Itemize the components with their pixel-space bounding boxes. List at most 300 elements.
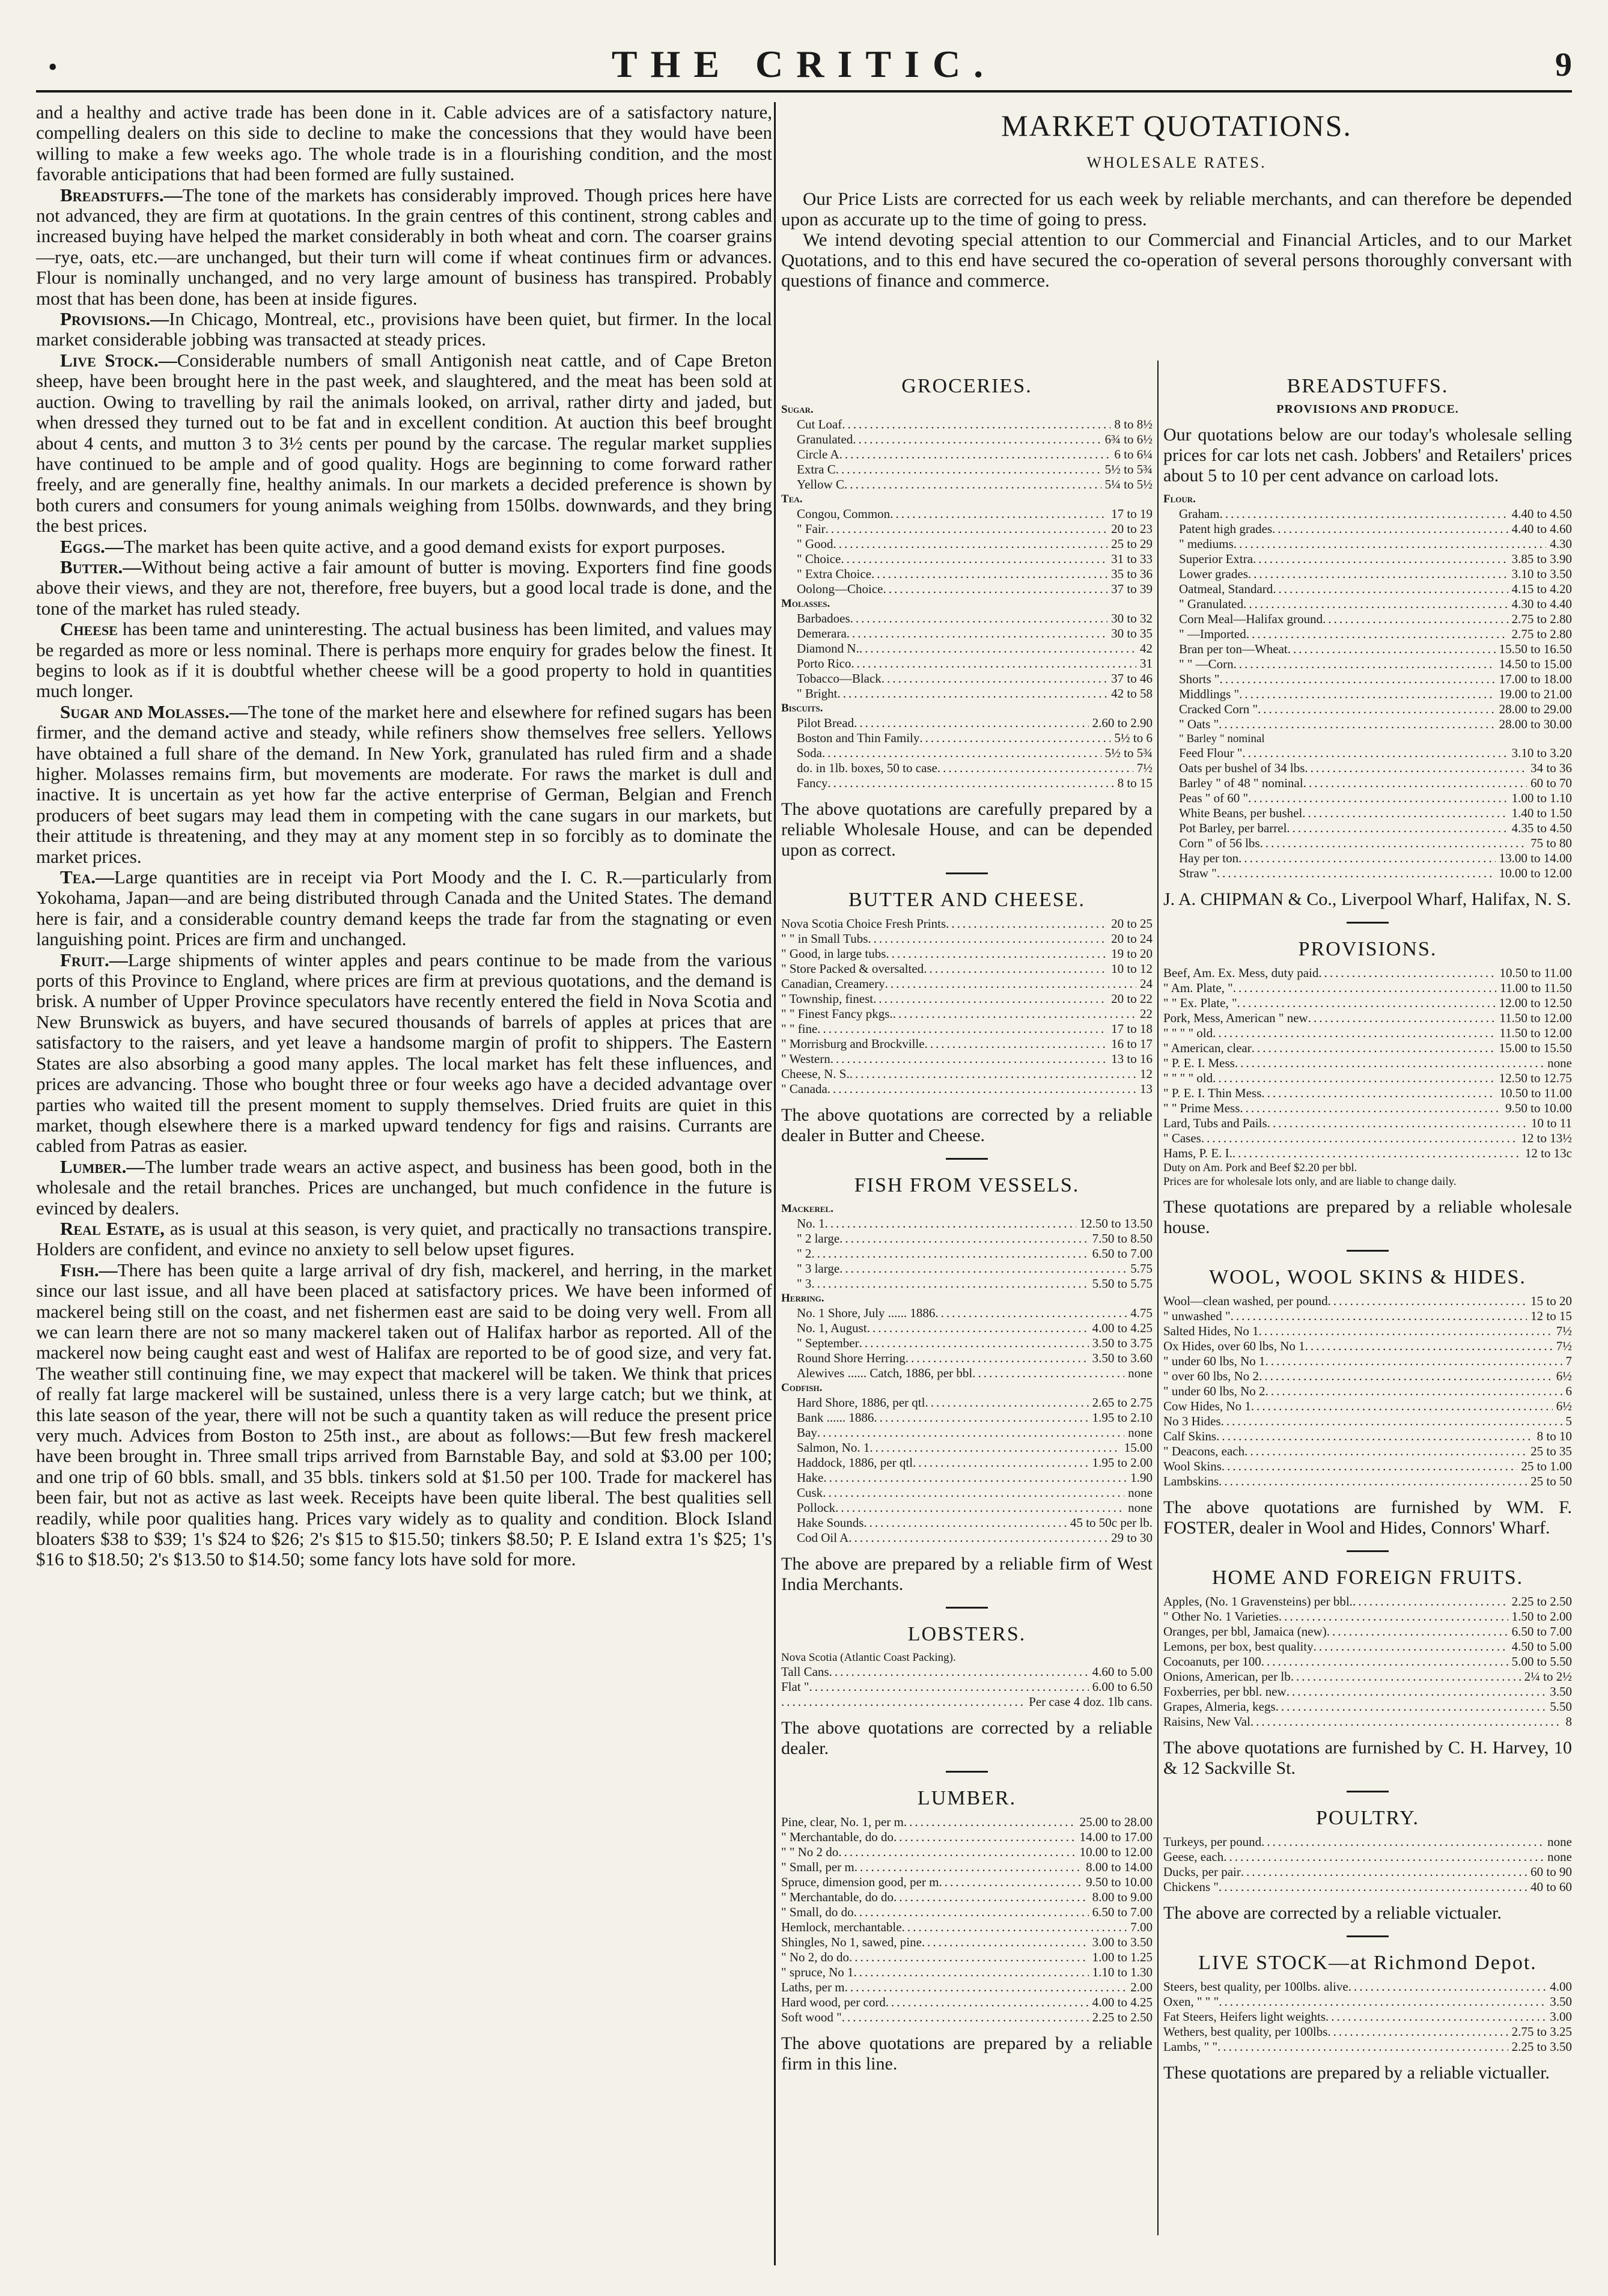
leader-dots xyxy=(830,1052,1107,1067)
item-price: 6.50 to 7.00 xyxy=(1092,1905,1153,1919)
price-row xyxy=(1163,687,1572,702)
paragraph-heading: Butter.— xyxy=(60,556,142,577)
item-name: Turkeys, per pound xyxy=(1163,1835,1262,1849)
item-price: 7.50 to 8.50 xyxy=(1092,1231,1153,1246)
item-name: " spruce, No 1 xyxy=(781,1965,854,1979)
leader-dots xyxy=(838,686,1108,701)
item-name: Calf Skins xyxy=(1163,1429,1217,1443)
item-name: Ox Hides, over 60 lbs, No 1 xyxy=(1163,1339,1305,1353)
price-row xyxy=(1163,522,1572,537)
quotations-subcolumn-left xyxy=(781,367,1153,2163)
leader-dots xyxy=(1232,1146,1521,1161)
paragraph-heading: Fish.— xyxy=(60,1259,118,1280)
price-row xyxy=(781,567,1153,582)
report-paragraph xyxy=(36,102,772,185)
leader-dots xyxy=(827,776,1113,791)
price-row xyxy=(1163,2009,1572,2024)
item-name: Shorts " xyxy=(1179,672,1220,686)
price-row xyxy=(1163,1459,1572,1474)
price-row xyxy=(781,1515,1153,1530)
price-row xyxy=(1163,1056,1572,1071)
section-note xyxy=(781,1718,1153,1759)
price-row xyxy=(1163,1041,1572,1056)
price-row xyxy=(781,641,1153,656)
item-name: " under 60 lbs, No 1 xyxy=(1163,1354,1265,1368)
paragraph-text: Large shipments of winter apples and pears continue to be made from the various ports of this Province to England, where prices are firm at previous quotations, and the demand is brisk. A number of Upper Province speculators have recently entered the field in Nova Scotia and New Brunswick as buyers, and have secured thousands of barrels of apples at prices that are satisfactory to the raisers, and yet leave a handsome margin of profit to shippers. The Eastern States are also absorbing a good many apples. The local market has felt these influences, and prices are advancing. Those who bought three or four weeks ago have a decided advantage over parties who waited till the present moment to supply themselves. Dried fruits are quiet in this market, though elsewhere there is a marked upward tendency for figs and raisins. Currants are cabled from Patras as easier. xyxy=(36,949,772,1157)
item-name: Fancy xyxy=(797,776,828,790)
item-price: 8.00 to 14.00 xyxy=(1086,1860,1153,1874)
price-row xyxy=(781,1679,1153,1695)
item-price: 8 xyxy=(1565,1714,1572,1729)
item-name: Raisins, New Val xyxy=(1163,1714,1250,1729)
note-text: The above are prepared by a reliable firm of West India Merchants. xyxy=(781,1554,1153,1594)
newspaper-title: THE CRITIC. xyxy=(611,43,997,85)
intro-paragraph: We intend devoting special attention to our Commercial and Financial Articles, and to our Market Quotations, and to this end have secured the co-operation of several persons thoroughly conversant with questions of finance and commerce. xyxy=(781,229,1572,291)
price-row xyxy=(1163,672,1572,687)
item-price: 4.60 to 5.00 xyxy=(1092,1664,1153,1679)
price-row xyxy=(1163,1011,1572,1026)
item-price: 17 to 18 xyxy=(1111,1022,1153,1036)
price-row xyxy=(1163,746,1572,761)
section-divider xyxy=(1347,922,1389,924)
leader-dots xyxy=(836,462,1101,477)
item-name: Steers, best quality, per 100lbs. alive xyxy=(1163,1979,1348,1994)
leader-dots xyxy=(873,991,1107,1006)
leader-dots xyxy=(1238,851,1496,866)
item-name: " " Prime Mess xyxy=(1163,1101,1240,1115)
leader-dots xyxy=(838,1845,1076,1860)
leader-dots xyxy=(1318,966,1496,981)
price-row xyxy=(781,1336,1153,1351)
price-group-label: Molasses. xyxy=(781,597,830,610)
paragraph-heading: Sugar and Molasses.— xyxy=(60,701,248,722)
item-price: 2.75 to 2.80 xyxy=(1511,627,1572,641)
note-text: The above quotations are corrected by a reliable dealer in Butter and Cheese. xyxy=(781,1105,1153,1145)
item-name: Feed Flour " xyxy=(1179,746,1243,760)
item-name: Salted Hides, No 1 xyxy=(1163,1324,1259,1338)
item-name: " Extra Choice xyxy=(797,567,872,581)
item-name: Cow Hides, No 1 xyxy=(1163,1399,1251,1413)
item-name: Peas " of 60 " xyxy=(1179,791,1249,805)
item-price: 60 to 90 xyxy=(1530,1865,1572,1879)
item-name: Boston and Thin Family xyxy=(797,731,920,745)
price-row xyxy=(1163,597,1572,612)
price-row xyxy=(781,1845,1153,1860)
item-name: Bran per ton—Wheat xyxy=(1179,642,1288,656)
section-title: POULTRY. xyxy=(1316,1807,1419,1829)
item-price: 28.00 to 29.00 xyxy=(1499,702,1572,716)
price-row xyxy=(1163,1994,1572,2009)
item-name: " " in Small Tubs xyxy=(781,931,868,946)
item-price: 35 to 36 xyxy=(1111,567,1153,581)
leader-dots xyxy=(854,1905,1089,1920)
item-price: 7½ xyxy=(1136,761,1153,775)
item-price: 3.50 xyxy=(1550,1994,1572,2009)
item-name: Pine, clear, No. 1, per m xyxy=(781,1815,904,1829)
section-title: LOBSTERS. xyxy=(907,1623,1026,1645)
leader-dots xyxy=(922,1935,1089,1950)
item-name: " 3 xyxy=(797,1276,812,1291)
item-name: Superior Extra xyxy=(1179,552,1253,566)
price-group-label: Sugar. xyxy=(781,403,814,416)
item-price: 42 to 58 xyxy=(1111,686,1153,701)
leader-dots xyxy=(1240,1101,1502,1116)
item-price: 15.50 to 16.50 xyxy=(1499,642,1572,656)
leader-dots xyxy=(1253,552,1508,567)
report-paragraph xyxy=(36,867,772,950)
item-price: 10 to 11 xyxy=(1530,1116,1572,1130)
item-price: 2.65 to 2.75 xyxy=(1092,1395,1153,1410)
section-divider xyxy=(946,1771,988,1773)
section-title: FISH FROM VESSELS. xyxy=(854,1174,1080,1196)
item-name: Shingles, No 1, sawed, pine xyxy=(781,1935,922,1949)
price-group-label: Tea. xyxy=(781,493,803,505)
item-price: 2.75 to 2.80 xyxy=(1511,612,1572,626)
item-name: Soft wood " xyxy=(781,2010,842,2024)
leader-dots xyxy=(825,1216,1076,1231)
price-row xyxy=(1163,1294,1572,1309)
leader-dots xyxy=(1259,1369,1553,1384)
leader-dots xyxy=(925,1037,1108,1052)
leader-dots xyxy=(1219,717,1496,732)
report-paragraph xyxy=(36,537,772,557)
item-name: " Township, finest xyxy=(781,991,874,1006)
leader-dots xyxy=(937,761,1133,776)
item-price: 2.60 to 2.90 xyxy=(1092,716,1153,730)
item-price: 42 xyxy=(1140,641,1153,656)
item-name: " Merchantable, do do xyxy=(781,1890,894,1904)
price-row xyxy=(1163,1429,1572,1444)
section-note xyxy=(1163,1497,1572,1538)
item-name: " mediums xyxy=(1179,537,1234,551)
price-row xyxy=(781,746,1153,761)
price-row xyxy=(781,976,1153,991)
leader-dots xyxy=(851,656,1136,671)
note-text: The above quotations are carefully prepared by a reliable Wholesale House, and can be depended upon as correct. xyxy=(781,799,1153,860)
item-price: 2.00 xyxy=(1130,1980,1153,1994)
item-name: " Small, do do xyxy=(781,1905,854,1919)
leader-dots xyxy=(1244,1444,1527,1459)
item-name: Flat " xyxy=(781,1679,809,1694)
item-name: " Granulated xyxy=(1179,597,1244,611)
leader-dots xyxy=(823,1485,1124,1500)
leader-dots xyxy=(842,417,1110,432)
leader-dots xyxy=(1261,1086,1496,1101)
price-group-label: Mackerel. xyxy=(781,1202,833,1215)
item-name: " " —Corn xyxy=(1179,657,1234,671)
price-row xyxy=(781,731,1153,746)
section-divider xyxy=(1347,1791,1389,1792)
price-row xyxy=(1163,1979,1572,1994)
leader-dots xyxy=(1217,866,1496,881)
leader-dots xyxy=(885,976,1136,991)
price-row xyxy=(781,671,1153,686)
leader-dots xyxy=(868,931,1107,946)
leader-dots xyxy=(1273,582,1508,597)
leader-dots xyxy=(1348,1979,1547,1994)
item-name: Cheese, N. S. xyxy=(781,1067,850,1081)
note-text: The above quotations are furnished by C. H. Harvey, 10 & 12 Sackville St. xyxy=(1163,1738,1572,1778)
item-price: 20 to 24 xyxy=(1111,931,1153,946)
price-row xyxy=(781,626,1153,641)
item-price: 2¼ to 2½ xyxy=(1524,1669,1572,1684)
leader-dots xyxy=(890,507,1107,522)
leader-dots xyxy=(1219,1880,1527,1895)
leader-dots xyxy=(913,1455,1089,1470)
price-group-label: Codfish. xyxy=(781,1381,823,1394)
item-name: " Merchantable, do do xyxy=(781,1830,894,1844)
paragraph-text: as is usual at this season, is very quiet, and practically no transactions transpire. Holders are confident, and evince no anxiety to sell below upset figures. xyxy=(36,1217,772,1260)
item-price: 25.00 to 28.00 xyxy=(1079,1815,1153,1829)
price-row xyxy=(781,1006,1153,1022)
price-row xyxy=(781,447,1153,462)
item-price: Per case 4 doz. 1lb cans. xyxy=(1029,1695,1153,1709)
item-name: " Canada xyxy=(781,1082,827,1096)
item-name: Cusk xyxy=(797,1485,823,1500)
paragraph-text: The tone of the market here and elsewhere for refined sugars has been firmer, and the demand active and steady, while refiners show themselves free sellers. Yellows have obtained a full share of the demand. In New York, granulated has ruled firm and a shade higher. Molasses remains firm, but movements are moderate. For raws the market is dull and inactive. It is uncertain as yet how far the active enterprise of German, Belgian and French producers of beet sugars may lead them in competing with the cane sugars in our markets, but their attitude is threatening, and they may at any moment step in so forcibly as to dominate the market prices. xyxy=(36,701,772,867)
item-name: " over 60 lbs, No 2 xyxy=(1163,1369,1259,1383)
price-row xyxy=(781,1664,1153,1679)
item-price: 4.00 to 4.25 xyxy=(1092,1995,1153,2009)
price-row xyxy=(781,761,1153,776)
column-rule xyxy=(774,102,776,2265)
leader-dots xyxy=(1267,1116,1527,1131)
item-price: 4.50 to 5.00 xyxy=(1511,1639,1572,1654)
item-price: 5 xyxy=(1565,1414,1572,1428)
item-price: 4.35 to 4.50 xyxy=(1511,821,1572,835)
price-row xyxy=(781,1890,1153,1905)
leader-dots xyxy=(1235,1056,1544,1071)
price-row xyxy=(1163,1654,1572,1669)
price-row xyxy=(781,686,1153,701)
leader-dots xyxy=(1261,1835,1544,1850)
price-row xyxy=(781,462,1153,477)
leader-dots xyxy=(1234,657,1496,672)
leader-dots xyxy=(1287,1684,1547,1699)
item-name: Oolong—Choice xyxy=(797,582,883,596)
price-row xyxy=(1163,1444,1572,1459)
paragraph-heading: Cheese xyxy=(60,618,118,640)
price-row xyxy=(1163,966,1572,981)
item-price: none xyxy=(1128,1485,1153,1500)
leader-dots xyxy=(1220,507,1508,522)
item-name: Spruce, dimension good, per m xyxy=(781,1875,939,1889)
leader-dots xyxy=(883,582,1107,597)
item-name: Lambs, " " xyxy=(1163,2039,1218,2054)
leader-dots xyxy=(826,522,1108,537)
price-row xyxy=(781,1261,1153,1276)
price-row xyxy=(1163,1175,1572,1189)
price-row xyxy=(1163,612,1572,627)
item-price: 1.10 to 1.30 xyxy=(1092,1965,1153,1979)
item-price: 7½ xyxy=(1556,1324,1572,1338)
leader-dots xyxy=(1251,1399,1553,1414)
section-title: LUMBER. xyxy=(917,1787,1017,1809)
item-price: 10.50 to 11.00 xyxy=(1499,1086,1572,1100)
section-note xyxy=(781,1105,1153,1146)
leader-dots xyxy=(1327,1624,1508,1639)
report-paragraph xyxy=(36,350,772,537)
price-row xyxy=(781,1860,1153,1875)
item-price: 25 to 1.00 xyxy=(1521,1459,1572,1473)
item-price: 1.95 to 2.00 xyxy=(1092,1455,1153,1470)
paragraph-heading: Fruit.— xyxy=(60,949,128,970)
item-name: Cocoanuts, per 100 xyxy=(1163,1654,1261,1669)
item-price: 11.50 to 12.00 xyxy=(1499,1011,1572,1025)
market-report-column xyxy=(36,102,772,2265)
report-paragraph xyxy=(36,619,772,702)
item-price: 12.50 to 12.75 xyxy=(1499,1071,1572,1085)
price-row xyxy=(781,961,1153,976)
paragraph-text: The market has been quite active, and a good demand exists for export purposes. xyxy=(123,535,726,557)
item-name: Laths, per m xyxy=(781,1980,845,1994)
item-name: Prices are for wholesale lots only, and are liable to change daily. xyxy=(1163,1175,1457,1188)
leader-dots xyxy=(1260,836,1527,851)
item-name: Foxberries, per bbl. new xyxy=(1163,1684,1287,1699)
leader-dots xyxy=(844,477,1101,492)
leader-dots xyxy=(1302,806,1508,821)
price-row xyxy=(781,1216,1153,1231)
item-price: 1.90 xyxy=(1130,1470,1153,1485)
item-name: Ducks, per pair xyxy=(1163,1865,1241,1879)
price-row xyxy=(781,417,1153,432)
item-name: " —Imported xyxy=(1179,627,1246,641)
leader-dots xyxy=(1223,1850,1544,1865)
price-row xyxy=(1163,1474,1572,1489)
item-name: " 2 large xyxy=(797,1231,840,1246)
item-name: do. in 1lb. boxes, 50 to case xyxy=(797,761,937,775)
note-text: These quotations are prepared by a reliable wholesale house. xyxy=(1163,1197,1572,1237)
item-price: 6.00 to 6.50 xyxy=(1092,1679,1153,1694)
leader-dots xyxy=(1248,567,1508,582)
leader-dots xyxy=(1314,1639,1508,1654)
item-name: " Good, in large tubs xyxy=(781,946,886,961)
item-name: Hard wood, per cord xyxy=(781,1995,886,2009)
item-price: 5.75 xyxy=(1130,1261,1153,1276)
price-row xyxy=(1163,1609,1572,1624)
leader-dots xyxy=(811,1246,1088,1261)
leader-dots xyxy=(1241,1865,1527,1880)
item-price: 15 to 20 xyxy=(1530,1294,1572,1308)
price-row xyxy=(781,1321,1153,1336)
price-row xyxy=(781,1651,1153,1664)
intro-paragraph: Our Price Lists are corrected for us each week by reliable merchants, and can therefore be depended upon as accurate up to the time of going to press. xyxy=(781,188,1572,230)
item-name: " Deacons, each xyxy=(1163,1444,1245,1458)
leader-dots xyxy=(848,1530,1107,1545)
price-group-label: Herring. xyxy=(781,1292,824,1305)
item-name: " Other No. 1 Varieties xyxy=(1163,1609,1279,1624)
page-number: 9 xyxy=(1555,46,1572,84)
price-row xyxy=(1163,702,1572,717)
item-name: No 3 Hides xyxy=(1163,1414,1221,1428)
item-price: 2.25 to 2.50 xyxy=(1511,1594,1572,1609)
price-row xyxy=(781,1995,1153,2010)
section-note xyxy=(781,2033,1153,2074)
item-price: 7.00 xyxy=(1130,1920,1153,1934)
item-name: Cod Oil A xyxy=(797,1530,849,1545)
item-price: 9.50 to 10.00 xyxy=(1505,1101,1572,1115)
item-price: 20 to 23 xyxy=(1111,522,1153,536)
item-name: Tall Cans xyxy=(781,1664,829,1679)
leader-dots xyxy=(1287,821,1508,836)
item-name: Barley " of 48 " nominal xyxy=(1179,776,1303,790)
market-quotations-heading: MARKET QUOTATIONS. xyxy=(1001,109,1352,142)
price-row xyxy=(781,656,1153,671)
price-row xyxy=(781,1830,1153,1845)
item-price: 13 to 16 xyxy=(1111,1052,1153,1066)
item-name: Bank ...... 1886 xyxy=(797,1410,874,1425)
item-name: Yellow C xyxy=(797,477,844,492)
item-name: " Fair xyxy=(797,522,826,536)
leader-dots xyxy=(850,1067,1136,1082)
item-price: 7 xyxy=(1565,1354,1572,1368)
item-price: none xyxy=(1547,1056,1572,1070)
item-name: " " Finest Fancy pkgs. xyxy=(781,1006,893,1021)
item-name: Hake xyxy=(797,1470,824,1485)
item-name: " unwashed " xyxy=(1163,1309,1231,1323)
item-price: 17 to 19 xyxy=(1111,507,1153,521)
leader-dots xyxy=(809,1679,1089,1695)
leader-dots xyxy=(1213,1071,1496,1086)
leader-dots xyxy=(781,1695,1025,1710)
item-price: 40 to 60 xyxy=(1530,1880,1572,1894)
leader-dots xyxy=(1327,2024,1508,2039)
item-name: Fat Steers, Heifers light weights xyxy=(1163,2009,1326,2024)
leader-dots xyxy=(925,1395,1088,1410)
price-row xyxy=(1163,1835,1572,1850)
item-name: Pollock xyxy=(797,1500,836,1515)
price-row xyxy=(781,1395,1153,1410)
item-price: 19.00 to 21.00 xyxy=(1499,687,1572,701)
leader-dots xyxy=(874,1410,1088,1425)
item-price: 37 to 46 xyxy=(1111,671,1153,686)
item-price: 3.85 to 3.90 xyxy=(1511,552,1572,566)
section-note xyxy=(781,1554,1153,1595)
price-row xyxy=(1163,1339,1572,1354)
price-row xyxy=(781,1366,1153,1381)
price-row xyxy=(1163,1669,1572,1684)
item-price: 30 to 32 xyxy=(1111,611,1153,626)
price-row xyxy=(1163,1594,1572,1609)
item-price: 1.40 to 1.50 xyxy=(1511,806,1572,820)
item-name: Hams, P. E. I. xyxy=(1163,1146,1232,1160)
price-row xyxy=(1163,821,1572,836)
paragraph-heading: Breadstuffs.— xyxy=(60,184,183,206)
section-note xyxy=(781,799,1153,860)
item-price: 2.25 to 2.50 xyxy=(1092,2010,1153,2024)
item-name: " Barley " nominal xyxy=(1179,732,1265,745)
price-row xyxy=(781,1351,1153,1366)
price-row xyxy=(1163,582,1572,597)
leader-dots xyxy=(859,1336,1089,1351)
price-row xyxy=(1163,1850,1572,1865)
paragraph-heading: Eggs.— xyxy=(60,535,124,557)
price-row xyxy=(1163,1714,1572,1729)
item-name: Congou, Common xyxy=(797,507,891,521)
price-row xyxy=(1163,1699,1572,1714)
leader-dots xyxy=(1242,746,1508,761)
price-row xyxy=(781,522,1153,537)
item-price: 12 xyxy=(1140,1067,1153,1081)
leader-dots xyxy=(894,1890,1089,1905)
item-price: 1.95 to 2.10 xyxy=(1092,1410,1153,1425)
leader-dots xyxy=(1291,1669,1521,1684)
leader-dots xyxy=(854,1860,1082,1875)
item-name: Diamond N. xyxy=(797,641,859,656)
item-price: 25 to 35 xyxy=(1530,1444,1572,1458)
leader-dots xyxy=(822,746,1101,761)
price-row xyxy=(1163,806,1572,821)
